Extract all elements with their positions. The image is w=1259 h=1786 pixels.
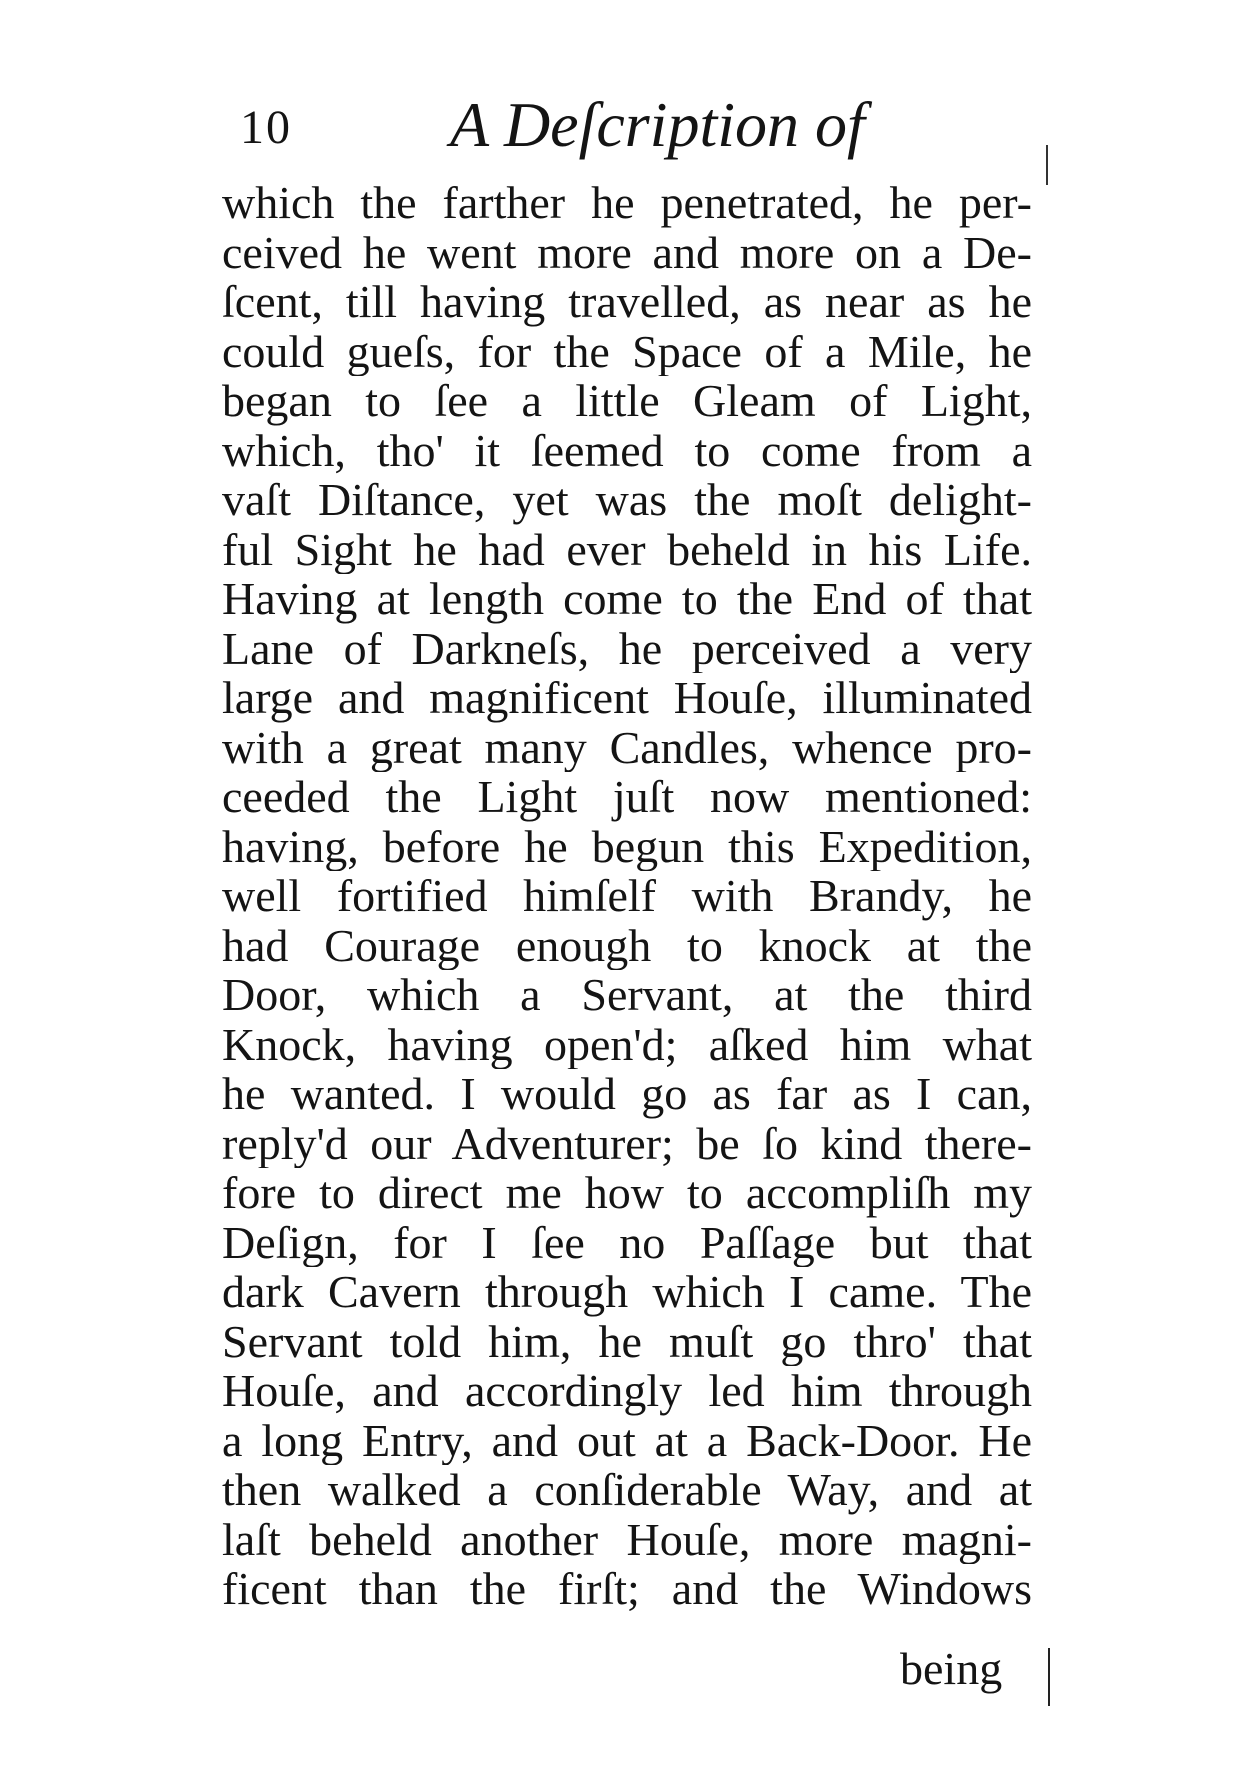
text-line: which the farther he penetrated, he per- (222, 178, 1032, 228)
text-line: ful Sight he had ever beheld in his Life. (222, 524, 1032, 574)
text-line: could gueſs, for the Space of a Mile, he (222, 326, 1032, 376)
text-line: then walked a conſiderable Way, and at (222, 1465, 1032, 1515)
text-line: ficent than the firſt; and the Windows (222, 1564, 1032, 1614)
text-line: ceived he went more and more on a De- (222, 227, 1032, 277)
text-line: Door, which a Servant, at the third (222, 970, 1032, 1020)
text-line: large and magnificent Houſe, illuminated (222, 673, 1032, 723)
running-title: A Deſcription of (450, 89, 865, 160)
text-line: reply'd our Adventurer; be ſo kind there- (222, 1118, 1032, 1168)
text-line: had Courage enough to knock at the (222, 920, 1032, 970)
body-text (222, 178, 1032, 1614)
text-line: with a great many Candles, whence pro- (222, 722, 1032, 772)
text-line: Houſe, and accordingly led him through (222, 1366, 1032, 1416)
catchword: being (900, 1643, 1003, 1694)
text-line: he wanted. I would go as far as I can, (222, 1069, 1032, 1119)
text-line: having, before he begun this Expedition, (222, 821, 1032, 871)
text-line: which, tho' it ſeemed to come from a (222, 425, 1032, 475)
text-line: ſcent, till having travelled, as near as he (222, 277, 1032, 327)
page-number: 10 (240, 101, 292, 154)
text-line: a long Entry, and out at a Back-Door. He (222, 1415, 1032, 1465)
text-line: Deſign, for I ſee no Paſſage but that (222, 1217, 1032, 1267)
page-header (240, 78, 1060, 168)
text-line: dark Cavern through which I came. The (222, 1267, 1032, 1317)
text-line: Servant told him, he muſt go thro' that (222, 1316, 1032, 1366)
text-line: vaſt Diſtance, yet was the moſt delight- (222, 475, 1032, 525)
text-line: Having at length come to the End of that (222, 574, 1032, 624)
text-line: fore to direct me how to accompliſh my (222, 1168, 1032, 1218)
text-line: ceeded the Light juſt now mentioned: (222, 772, 1032, 822)
text-line: Lane of Darkneſs, he perceived a very (222, 623, 1032, 673)
text-line: Knock, having open'd; aſked him what (222, 1019, 1032, 1069)
margin-mark (1048, 1648, 1050, 1706)
margin-mark (1046, 145, 1048, 185)
text-line: laſt beheld another Houſe, more magni- (222, 1514, 1032, 1564)
text-line: began to ſee a little Gleam of Light, (222, 376, 1032, 426)
text-line: well fortified himſelf with Brandy, he (222, 871, 1032, 921)
